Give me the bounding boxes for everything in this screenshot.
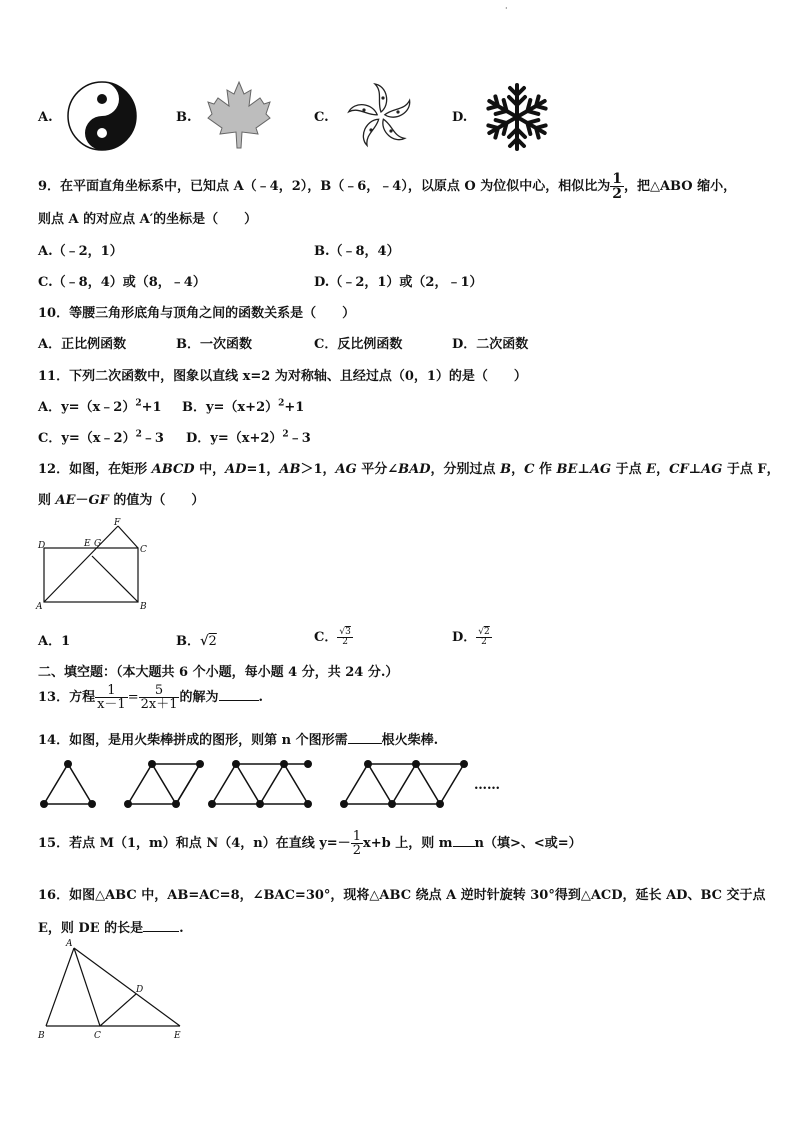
- q15-f-num: 1: [352, 829, 361, 844]
- q15-answer-blank[interactable]: [453, 834, 475, 847]
- q13-fraction-1: [95, 684, 128, 711]
- q8-option-a-label: A.: [38, 110, 53, 125]
- bauhinia-flower-icon: [344, 80, 418, 152]
- yin-yang-icon: [66, 80, 138, 152]
- q13-stem: [38, 684, 263, 711]
- q12-t8: AG: [335, 462, 357, 477]
- q12-c-label: C．: [314, 630, 338, 645]
- q10-stem: 10．等腰三角形底角与顶角之间的函数关系是（ ）: [38, 306, 356, 321]
- q12-t25: 于点 F，: [722, 462, 780, 477]
- q12-l2b: AE: [55, 493, 76, 508]
- q11-c-base: C．y=（x﹣2）: [38, 431, 136, 446]
- q16-stem-line2: [38, 917, 184, 936]
- q14-pre: 14．如图，是用火柴棒拼成的图形，则第 n 个图形需: [38, 733, 348, 748]
- q12-t3: 中，: [194, 462, 226, 477]
- q8-option-c-label: C.: [314, 110, 329, 125]
- q11-a-base: A．y=（x﹣2）: [38, 400, 136, 415]
- q12-d-num: √2: [478, 627, 490, 637]
- q11-c-exp: 2: [135, 429, 142, 440]
- q13-equals: =: [127, 690, 139, 705]
- q12-t18: AG: [589, 462, 612, 477]
- q12-t21: ，: [656, 462, 670, 477]
- q15-mid: x+b 上，则 m: [362, 836, 453, 851]
- q13-fraction-2: [139, 684, 180, 711]
- q13-pre: 13．方程: [38, 690, 96, 705]
- q9-ratio-den: 2: [612, 186, 622, 202]
- q16-fig-label-d: D: [136, 985, 144, 995]
- q15-f-den: 2: [352, 843, 361, 858]
- q12-c-num: √3: [339, 627, 351, 637]
- q11-d-tail: ﹣3: [288, 431, 311, 446]
- q12-c-radicand: 3: [345, 627, 351, 637]
- q14-post: 根火柴棒.: [381, 733, 439, 748]
- q9-option-b: B.（﹣8，4）: [314, 244, 400, 259]
- q12-c-fraction: [337, 628, 352, 647]
- q12-b-label: B．: [176, 634, 200, 649]
- q11-a-exp: 2: [135, 398, 142, 409]
- q13-answer-blank[interactable]: [219, 688, 259, 701]
- q16-l2-pre: E，则 DE 的长是: [38, 921, 144, 936]
- q12-t5: =1，: [246, 462, 280, 477]
- q11-d-exp: 2: [282, 429, 289, 440]
- q12-t7: ＞1，: [300, 462, 336, 477]
- q13-f2-num: 5: [139, 684, 180, 698]
- q14-ellipsis: ……: [474, 778, 500, 793]
- q14-answer-blank[interactable]: [348, 731, 382, 744]
- q10-option-d: D．二次函数: [452, 337, 529, 352]
- section2-heading: 二、填空题：（本大题共 6 个小题，每小题 4 分，共 24 分.）: [38, 665, 399, 680]
- q12-option-a: A．1: [38, 634, 71, 649]
- sqrt-symbol: √: [200, 634, 209, 649]
- snowflake-icon: [482, 82, 552, 152]
- q11-b-exp: 2: [278, 398, 285, 409]
- q15-slope-fraction: [351, 830, 363, 857]
- maple-leaf-icon: [206, 80, 272, 150]
- q10-option-b: B．一次函数: [176, 337, 252, 352]
- q16-fig-label-e: E: [174, 1031, 181, 1041]
- q13-f1-num: 1: [95, 684, 128, 698]
- q12-t9: 平分: [356, 462, 388, 477]
- q8-option-d-label: D.: [452, 110, 468, 125]
- q12-fig-label-f: F: [114, 518, 121, 528]
- q12-t10: ∠BAD: [387, 462, 431, 477]
- q12-t22: CF: [669, 462, 689, 477]
- q9-option-a: A.（﹣2，1）: [38, 244, 123, 259]
- q12-d-radicand: 2: [484, 627, 490, 637]
- q12-t1: 12．如图，在矩形: [38, 462, 152, 477]
- q9-stem-line2: 则点 A 的对应点 A′的坐标是（ ）: [38, 212, 258, 227]
- q12-fig-label-a: A: [36, 602, 43, 612]
- q13-post: 的解为: [179, 690, 219, 705]
- q12-c-den: 2: [342, 637, 348, 647]
- q10-option-c: C．反比例函数: [314, 337, 403, 352]
- q8-option-b-label: B.: [176, 110, 192, 125]
- q11-stem: 11．下列二次函数中，图象以直线 x=2 为对称轴、且经过点（0，1）的是（ ）: [38, 369, 527, 384]
- q10-option-a: A．正比例函数: [38, 337, 127, 352]
- q15-post: n（填>、<或=）: [474, 836, 582, 851]
- q15-stem: [38, 830, 582, 857]
- q12-option-c: [314, 626, 353, 647]
- q12-stem-line1: [38, 458, 780, 477]
- q12-fig-label-c: C: [140, 545, 147, 555]
- q12-stem-line2: [38, 489, 204, 508]
- q9-ratio-fraction: [610, 172, 624, 201]
- q9-stem-part-a: 9．在平面直角坐标系中，已知点 A（﹣4，2），B（﹣6，﹣4），以原点 O 为位似中心，相似比为: [38, 179, 611, 194]
- q11-a-tail: +1: [141, 400, 162, 415]
- q9-ratio-num: 1: [612, 171, 622, 187]
- q9-option-d: D.（﹣2，1）或（2，﹣1）: [314, 275, 483, 290]
- q13-f1-den: x－1: [97, 697, 126, 712]
- q12-option-b: [176, 630, 217, 649]
- q14-matchstick-figures: [36, 758, 476, 808]
- q16-fig-label-b: B: [38, 1031, 45, 1041]
- q12-b-radicand: 2: [208, 634, 217, 649]
- q11-option-d: [186, 427, 311, 446]
- q12-d-fraction: [476, 628, 491, 647]
- q16-answer-blank[interactable]: [143, 919, 179, 932]
- q12-t15: 作: [534, 462, 557, 477]
- q12-option-d: [452, 626, 492, 647]
- q16-fig-label-c: C: [94, 1031, 101, 1041]
- q12-t20: E: [646, 462, 657, 477]
- q12-t6: AB: [279, 462, 301, 477]
- q12-t13: ，: [511, 462, 525, 477]
- q12-fig-label-b: B: [140, 602, 147, 612]
- q9-option-c: C.（﹣8，4）或（8，﹣4）: [38, 275, 206, 290]
- q16-triangle-figure: [36, 938, 186, 1042]
- q12-l2d: GF: [88, 493, 109, 508]
- q9-stem-part-b: ，把△ABO 缩小，: [623, 179, 737, 194]
- q12-l2e: 的值为（ ）: [108, 493, 205, 508]
- q12-fig-label-e: E: [84, 539, 91, 549]
- q12-rectangle-figure: [36, 518, 156, 610]
- q9-stem-line1: [38, 172, 736, 201]
- q11-option-a: [38, 396, 162, 415]
- q12-t12: B: [500, 462, 512, 477]
- q11-d-base: D．y=（x+2）: [186, 431, 283, 446]
- q16-stem-line1: 16．如图△ABC 中，AB=AC=8，∠BAC=30°，现将△ABC 绕点 A 逆时针旋转 30°得到△ACD，延长 AD、BC 交于点: [38, 888, 766, 903]
- q11-option-c: [38, 427, 164, 446]
- q12-t17: ⊥: [577, 462, 590, 477]
- q14-stem: [38, 729, 438, 748]
- q12-t14: C: [524, 462, 535, 477]
- q12-d-label: D．: [452, 630, 477, 645]
- q12-t11: ，分别过点: [430, 462, 501, 477]
- q11-option-b: [182, 396, 304, 415]
- q12-t16: BE: [556, 462, 578, 477]
- q12-fig-label-d: D: [38, 541, 46, 551]
- q12-t2: ABCD: [151, 462, 195, 477]
- q12-l2a: 则: [38, 493, 56, 508]
- q13-end: .: [258, 690, 264, 705]
- q12-l2c: －: [75, 493, 89, 508]
- q16-l2-post: .: [179, 921, 184, 936]
- q12-fig-label-g: G: [94, 539, 102, 549]
- q12-t19: 于点: [611, 462, 647, 477]
- q15-pre: 15．若点 M（1，m）和点 N（4，n）在直线 y=－: [38, 836, 351, 851]
- q11-b-tail: +1: [284, 400, 305, 415]
- q11-c-tail: ﹣3: [141, 431, 164, 446]
- q12-t24: AG: [701, 462, 723, 477]
- top-mark: ·: [505, 4, 508, 13]
- q13-f2-den: 2x＋1: [140, 697, 178, 712]
- q12-t23: ⊥: [688, 462, 702, 477]
- q16-fig-label-a: A: [66, 939, 73, 949]
- q12-d-den: 2: [481, 637, 487, 647]
- q11-b-base: B．y=（x+2）: [182, 400, 279, 415]
- q12-t4: AD: [225, 462, 247, 477]
